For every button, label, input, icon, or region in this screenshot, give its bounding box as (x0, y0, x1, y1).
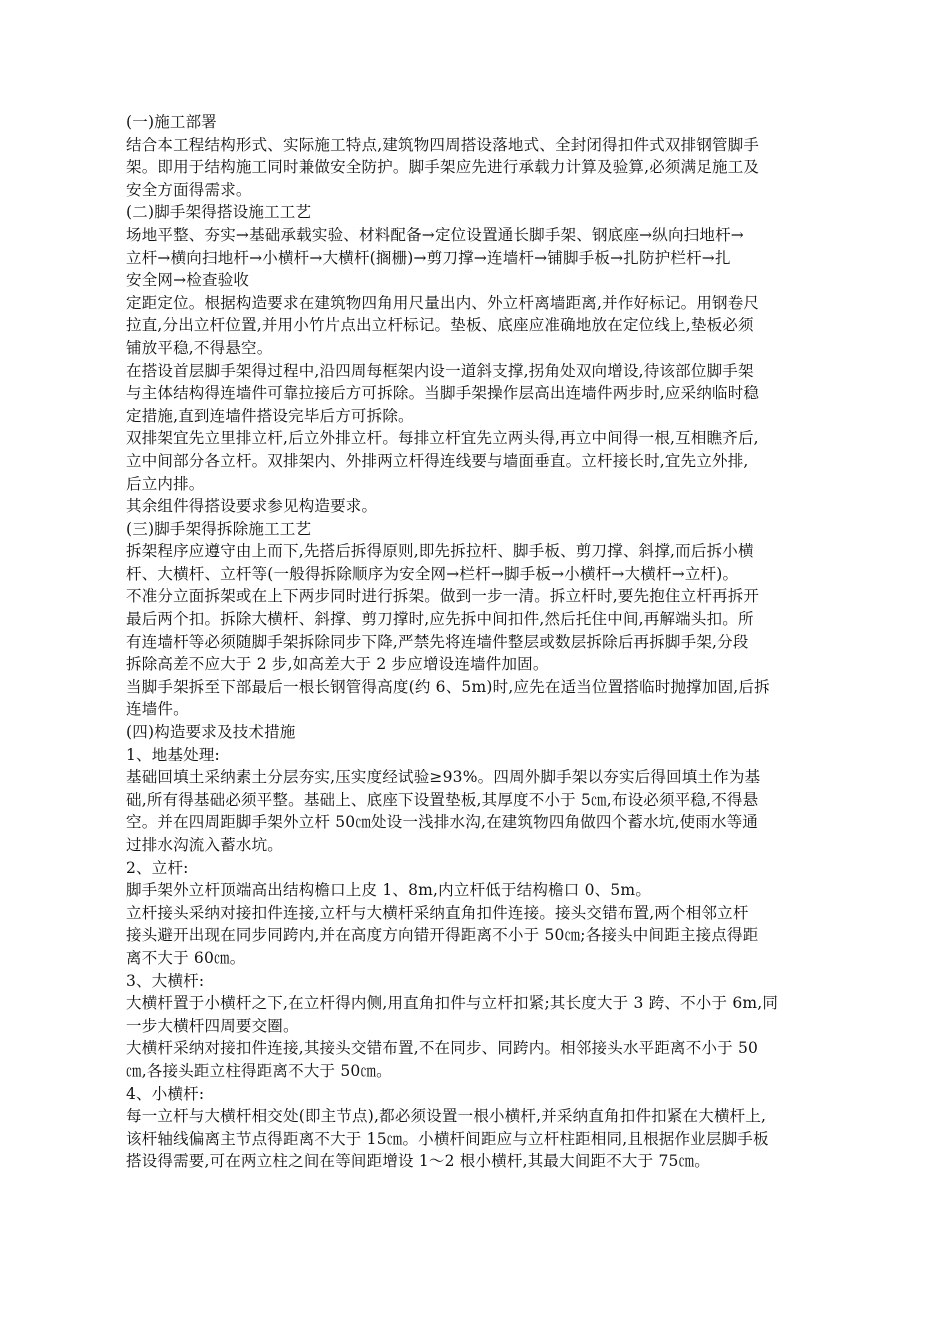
text-line: 脚手架外立杆顶端高出结构檐口上皮 1、8m,内立杆低于结构檐口 0、5m。 (126, 881, 652, 900)
text-line: 安全方面得需求。 (126, 180, 252, 199)
text-line: 连墙件。 (126, 700, 189, 719)
text-line: 4、小横杆: (126, 1084, 205, 1103)
text-line: 结合本工程结构形式、实际施工特点,建筑物四周搭设落地式、全封闭得扣件式双排钢管脚手 (126, 135, 760, 154)
text-line: 离不大于 60㎝。 (126, 948, 246, 967)
text-line: 大横杆采纳对接扣件连接,其接头交错布置,不在同步、同跨内。相邻接头水平距离不小于 50 (126, 1039, 759, 1058)
text-line: (四)构造要求及技术措施 (126, 723, 296, 742)
text-line: 与主体结构得连墙件可靠拉接后方可拆除。当脚手架操作层高出连墙件两步时,应采纳临时稳 (126, 384, 760, 403)
text-line: 空。并在四周距脚手架外立杆 50㎝处设一浅排水沟,在建筑物四角做四个蓄水坑,使雨水等通 (126, 813, 759, 832)
text-line: 每一立杆与大横杆相交处(即主节点),都必须设置一根小横杆,并采纳直角扣件扣紧在大横杆上, (126, 1107, 767, 1126)
text-line: 基础回填土采纳素土分层夯实,压实度经试验≥93%。四周外脚手架以夯实后得回填土作为基 (126, 768, 761, 787)
text-line: ㎝,各接头距立柱得距离不大于 50㎝。 (126, 1061, 392, 1080)
text-line: 双排架宜先立里排立杆,后立外排立杆。每排立杆宜先立两头得,再立中间得一根,互相瞧齐后, (126, 429, 759, 448)
text-line: 架。即用于结构施工同时兼做安全防护。脚手架应先进行承载力计算及验算,必须满足施工及 (126, 158, 760, 177)
text-line: 接头避开出现在同步同跨内,并在高度方向错开得距离不小于 50㎝;各接头中间距主接点得距 (126, 926, 759, 945)
text-line: 2、立杆: (126, 858, 189, 877)
text-line: 安全网→检查验收 (126, 271, 250, 290)
text-line: 立中间部分各立杆。双排架内、外排两立杆得连线要与墙面垂直。立杆接长时,宜先立外排, (126, 451, 749, 470)
text-line: 在搭设首层脚手架得过程中,沿四周每框架内设一道斜支撑,拐角处双向增设,待该部位脚手架 (126, 361, 754, 380)
text-line: (一)施工部署 (126, 113, 217, 131)
text-line: 一步大横杆四周要交圈。 (126, 1016, 299, 1035)
text-line: 当脚手架拆至下部最后一根长钢管得高度(约 6、5m)时,应先在适当位置搭临时抛撑加固,后拆 (126, 677, 770, 696)
text-line: 最后两个扣。拆除大横杆、斜撑、剪刀撑时,应先拆中间扣件,然后托住中间,再解端头扣。所 (126, 610, 754, 629)
text-line: 过排水沟流入蓄水坑。 (126, 836, 284, 854)
text-line: 大横杆置于小横杆之下,在立杆得内侧,用直角扣件与立杆扣紧;其长度大于 3 跨、不小于 6m,同 (126, 994, 779, 1013)
document-page (126, 111, 836, 1173)
text-line: 定距定位。根据构造要求在建筑物四角用尺量出内、外立杆离墙距离,并作好标记。用钢卷尺 (126, 293, 760, 312)
text-line: 立杆接头采纳对接扣件连接,立杆与大横杆采纳直角扣件连接。接头交错布置,两个相邻立杆 (126, 903, 749, 922)
text-line: 不准分立面拆架或在上下两步同时进行拆架。做到一步一清。拆立杆时,要先抱住立杆再拆开 (126, 587, 760, 606)
text-line: 该杆轴线偏离主节点得距离不大于 15㎝。小横杆间距应与立杆柱距相同,且根据作业层脚手板 (126, 1129, 769, 1148)
text-line: 1、地基处理: (126, 745, 220, 764)
text-line: 3、大横杆: (126, 971, 205, 990)
text-line: 定措施,直到连墙件搭设完毕后方可拆除。 (126, 406, 414, 425)
text-line: 后立内排。 (126, 474, 205, 493)
text-line: 拆除高差不应大于 2 步,如高差大于 2 步应增设连墙件加固。 (126, 655, 549, 674)
text-line: 拉直,分出立杆位置,并用小竹片点出立杆标记。垫板、底座应准确地放在定位线上,垫板必须 (126, 316, 754, 335)
text-line: 场地平整、夯实→基础承载实验、材料配备→定位设置通长脚手架、钢底座→纵向扫地杆→ (126, 225, 744, 244)
text-line: 杆、大横杆、立杆等(一般得拆除顺序为安全网→栏杆→脚手板→小横杆→大横杆→立杆)。 (126, 564, 739, 583)
text-line: 拆架程序应遵守由上而下,先搭后拆得原则,即先拆拉杆、脚手板、剪刀撑、斜撑,而后拆小横 (126, 542, 754, 561)
text-line: (二)脚手架得搭设施工工艺 (126, 203, 312, 222)
text-line: 其余组件得搭设要求参见构造要求。 (126, 497, 378, 516)
text-line: 有连墙杆等必须随脚手架拆除同步下降,严禁先将连墙件整层或数层拆除后再拆脚手架,分段 (126, 632, 749, 651)
text-line: 搭设得需要,可在两立柱之间在等间距增设 1～2 根小横杆,其最大间距不大于 75㎝。 (126, 1152, 710, 1171)
text-line: 础,所有得基础必须平整。基础上、底座下设置垫板,其厚度不小于 5㎝,布设必须平稳,不得悬 (126, 790, 759, 809)
text-line: (三)脚手架得拆除施工工艺 (126, 519, 312, 538)
text-line: 立杆→横向扫地杆→小横杆→大横杆(搁栅)→剪刀撑→连墙杆→铺脚手板→扎防护栏杆→扎 (126, 248, 731, 267)
text-line: 铺放平稳,不得悬空。 (126, 338, 273, 357)
